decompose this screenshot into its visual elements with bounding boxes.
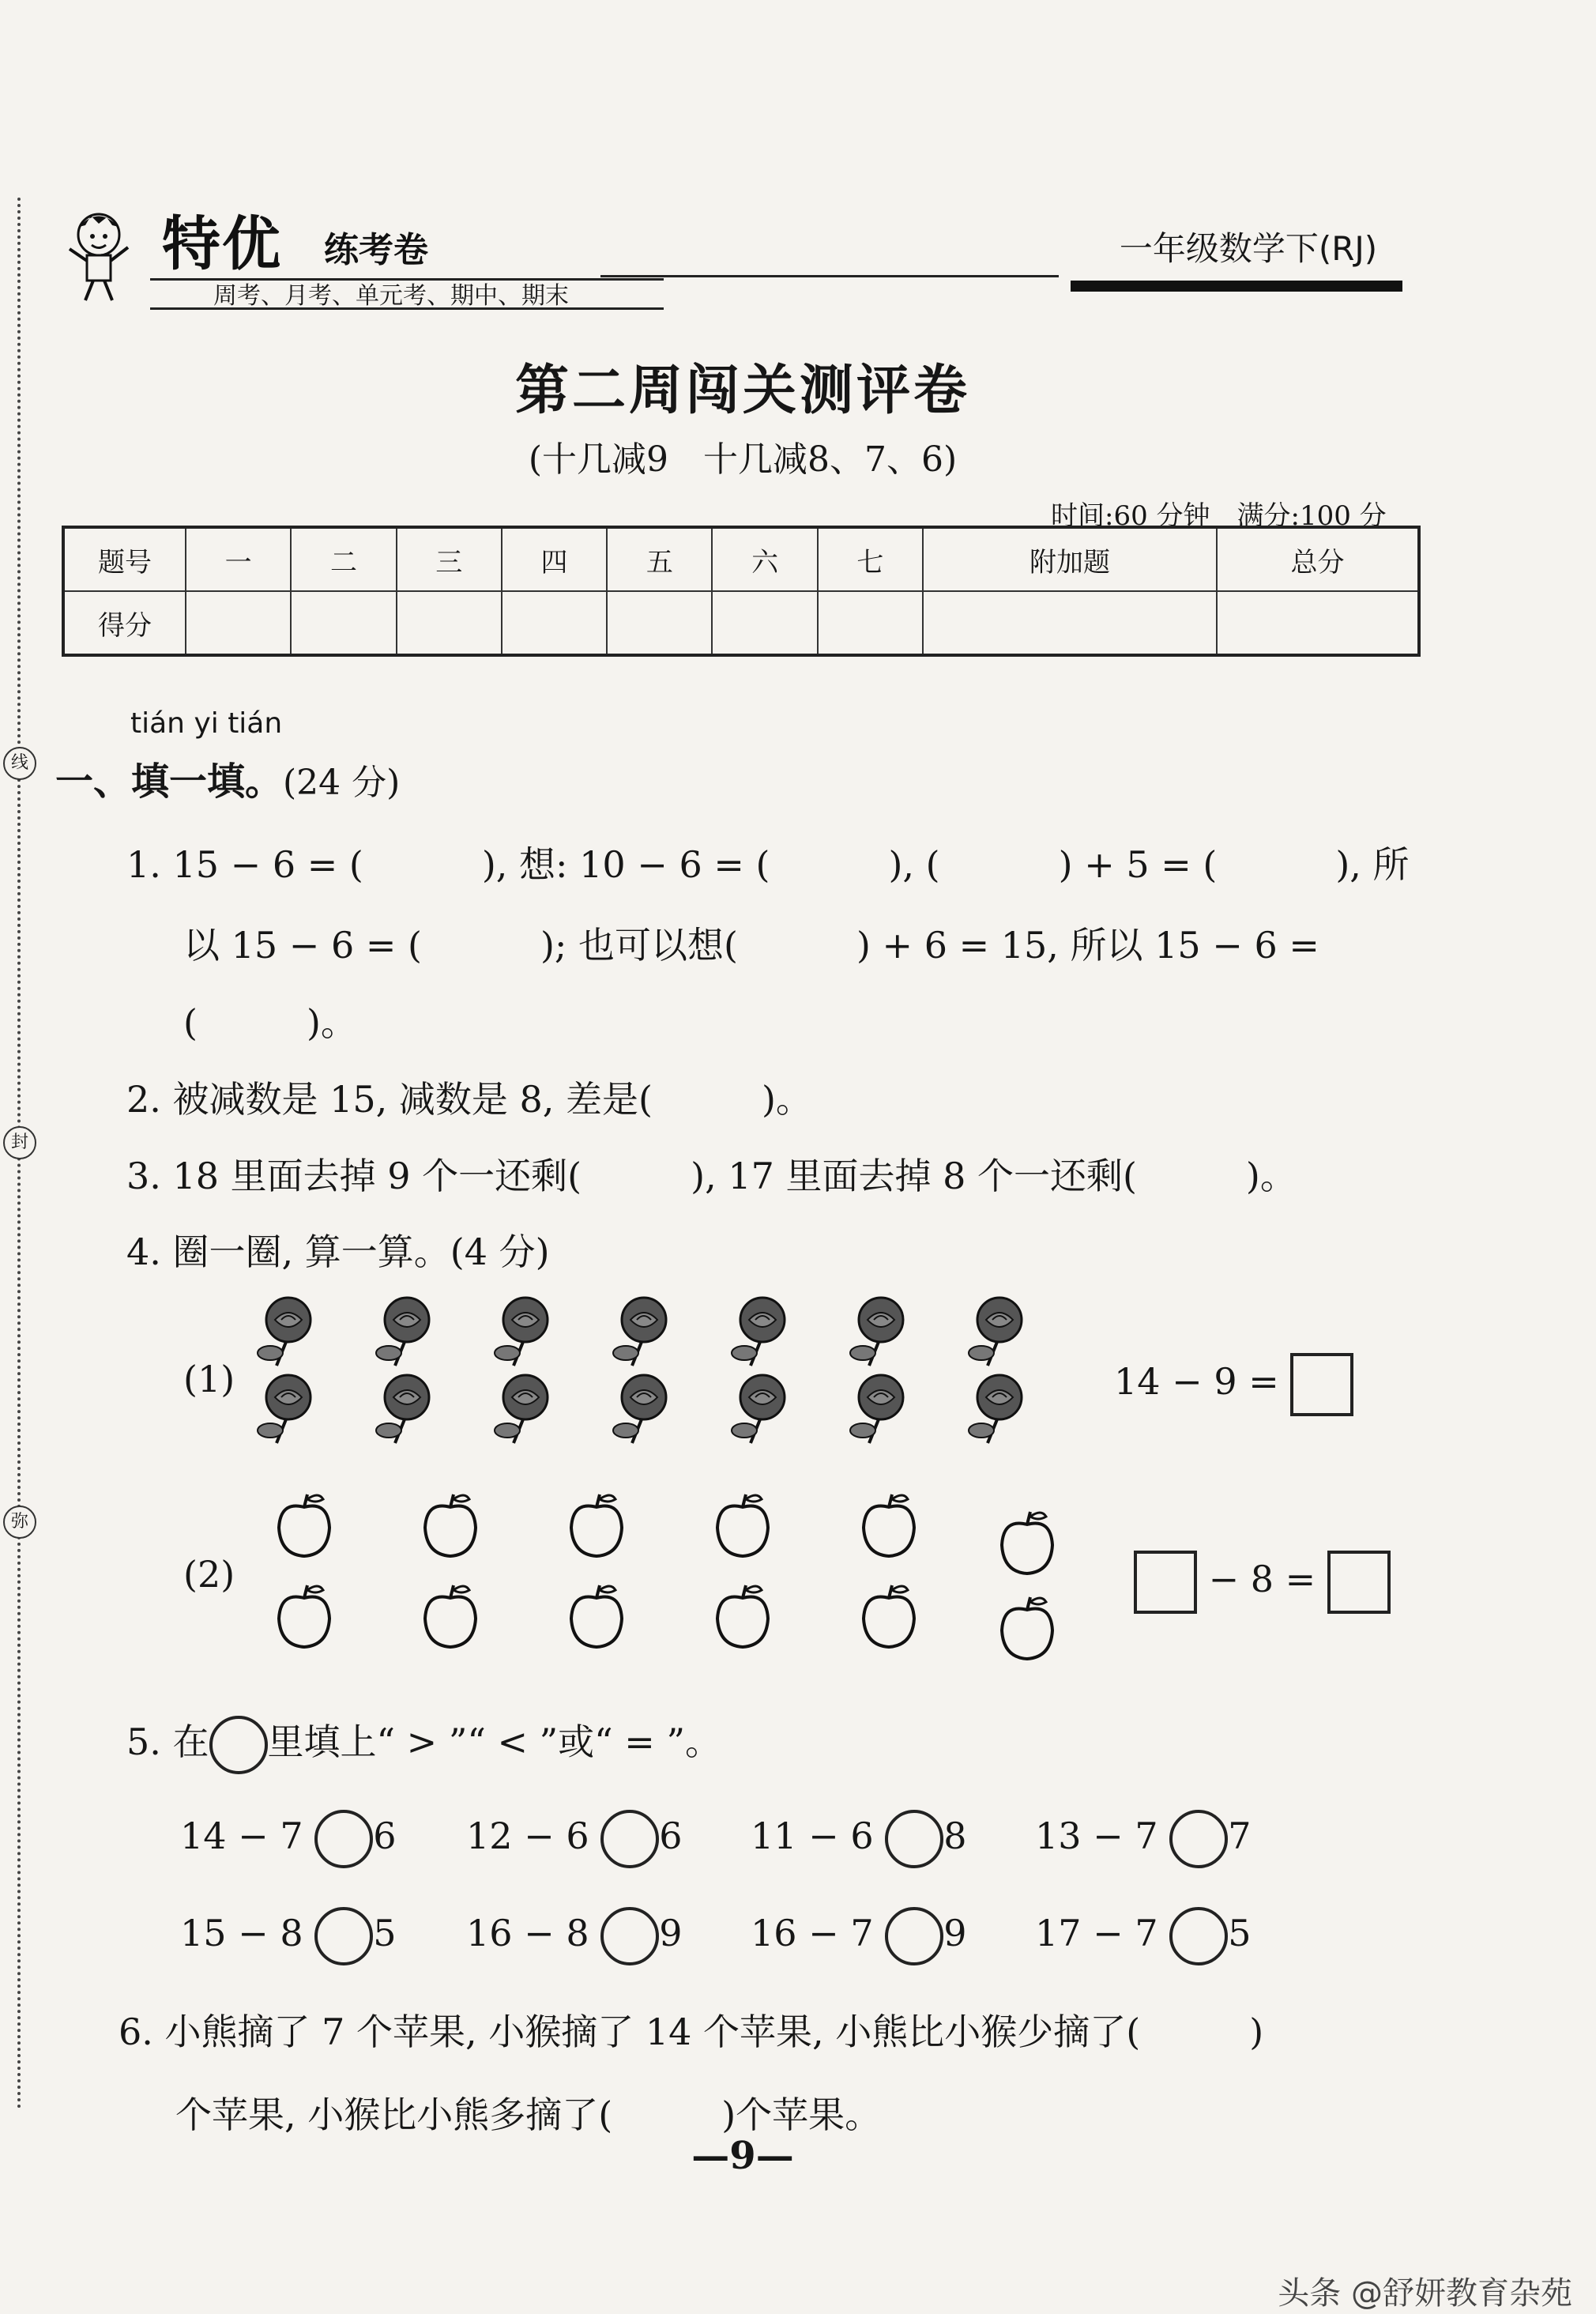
rose-icon (850, 1375, 903, 1443)
mascot-boy-icon (63, 209, 134, 304)
page-subtitle: (十几减9 十几减8、7、6) (528, 439, 958, 480)
apple-icon (571, 1585, 622, 1647)
apple-icon (279, 1494, 329, 1556)
score-header-cell: 三 (397, 527, 502, 591)
binding-char-mi: 弥 (3, 1506, 36, 1539)
apple-icon (1002, 1597, 1052, 1659)
score-header-cell: 题号 (63, 527, 186, 591)
compare-right: 5 (1228, 1912, 1252, 1954)
apple-icon (1002, 1512, 1052, 1573)
compare-circle[interactable] (1169, 1907, 1228, 1965)
compare-right: 9 (659, 1912, 683, 1954)
header-rule (600, 275, 1059, 277)
compare-right: 7 (1228, 1815, 1252, 1857)
q1-text: ) + 6 = 15, 所以 15 − 6 = (856, 924, 1319, 967)
apple-icon (717, 1585, 768, 1647)
series-line: 周考、月考、单元考、期中、期末 (150, 278, 664, 310)
rose-icon (495, 1375, 548, 1443)
score-cell[interactable] (291, 591, 396, 655)
section-points: (24 分) (283, 763, 401, 803)
q6-line1: 6. 小熊摘了 7 个苹果, 小猴摘了 14 个苹果, 小熊比小猴少摘了( ) (119, 2011, 1264, 2053)
compare-circle[interactable] (1169, 1810, 1228, 1868)
score-header-cell: 二 (291, 527, 396, 591)
compare-left: 17 − 7 (1035, 1912, 1158, 1954)
brand-header (63, 198, 616, 316)
q5-item (180, 1907, 397, 1965)
apples-group (273, 1490, 1063, 1664)
score-header-cell: 总分 (1217, 527, 1419, 591)
apple-icon (571, 1494, 622, 1556)
score-table-header-row (63, 527, 1419, 591)
compare-left: 16 − 8 (466, 1912, 589, 1954)
compare-left: 13 − 7 (1035, 1815, 1158, 1857)
q4-part1-equation (1114, 1353, 1353, 1416)
brand-name: 特优 (162, 210, 282, 278)
q5-text: 里填上“ > ”“ < ”或“ = ”。 (267, 1720, 721, 1763)
q6-line2: 个苹果, 小猴比小熊多摘了( )个苹果。 (175, 2094, 882, 2136)
score-table-score-row (63, 591, 1419, 655)
rose-icon (850, 1298, 903, 1366)
compare-circle[interactable] (600, 1907, 659, 1965)
rose-icon (969, 1375, 1022, 1443)
q1-text: ), ( (888, 843, 940, 886)
q5-item (751, 1907, 967, 1965)
score-row-label: 得分 (63, 591, 186, 655)
score-header-cell: 一 (186, 527, 291, 591)
q1-line3: ( )。 (183, 1001, 357, 1044)
q4-heading: 4. 圈一圈, 算一算。(4 分) (126, 1230, 550, 1273)
compare-left: 16 − 7 (751, 1912, 874, 1954)
apple-icon (864, 1585, 914, 1647)
q3-line: 3. 18 里面去掉 9 个一还剩( ), 17 里面去掉 8 个一还剩( )。 (126, 1155, 1297, 1197)
rose-icon (732, 1298, 785, 1366)
q1-text: ), 所 (1335, 843, 1410, 886)
page-number: —9— (691, 2134, 794, 2178)
q5-item (751, 1810, 967, 1868)
section-pinyin: tián yi tián (130, 707, 283, 740)
score-cell[interactable] (1217, 591, 1419, 655)
q5-item (1035, 1810, 1252, 1868)
apple-icon (425, 1494, 476, 1556)
compare-left: 14 − 7 (180, 1815, 303, 1857)
q1-text: 以 15 − 6 = ( (183, 924, 422, 967)
equation-text: 14 − 9 = (1114, 1360, 1279, 1403)
q5-item (180, 1810, 397, 1868)
binding-char-seal: 封 (3, 1126, 36, 1159)
compare-right: 8 (943, 1815, 967, 1857)
q5-item (466, 1810, 683, 1868)
answer-box[interactable] (1290, 1353, 1353, 1416)
brand-subname: 练考卷 (324, 230, 428, 270)
q4-part2-label: (2) (183, 1553, 235, 1596)
answer-box[interactable] (1327, 1551, 1391, 1614)
compare-circle[interactable] (885, 1810, 943, 1868)
compare-left: 15 − 8 (180, 1912, 303, 1954)
apple-icon (425, 1585, 476, 1647)
q5-item (1035, 1907, 1252, 1965)
q1-text: ), 想: 10 − 6 = ( (481, 843, 770, 886)
apple-icon (864, 1494, 914, 1556)
rose-icon (613, 1298, 666, 1366)
rose-icon (732, 1375, 785, 1443)
section-heading (55, 751, 400, 805)
compare-circle[interactable] (314, 1810, 373, 1868)
score-table (62, 526, 1421, 657)
q1-text: ) + 5 = ( (1058, 843, 1218, 886)
grade-label: 一年级数学下(RJ) (1119, 229, 1378, 268)
compare-right: 9 (943, 1912, 967, 1954)
compare-right: 5 (373, 1912, 397, 1954)
rose-icon (258, 1298, 311, 1366)
roses-group (253, 1296, 1059, 1454)
score-header-cell: 六 (712, 527, 817, 591)
rose-icon (376, 1298, 429, 1366)
score-cell[interactable] (397, 591, 502, 655)
rose-icon (258, 1375, 311, 1443)
score-header-cell: 附加题 (923, 527, 1217, 591)
circle-symbol-icon (209, 1716, 268, 1774)
score-header-cell: 五 (607, 527, 712, 591)
q4-part2-equation (1134, 1551, 1391, 1614)
q2-line: 2. 被减数是 15, 减数是 8, 差是( )。 (126, 1078, 812, 1121)
compare-right: 6 (373, 1815, 397, 1857)
score-cell[interactable] (923, 591, 1217, 655)
compare-circle[interactable] (885, 1907, 943, 1965)
time-info: 时间:60 分钟 满分:100 分 (1051, 500, 1387, 532)
score-cell[interactable] (186, 591, 291, 655)
apple-icon (717, 1494, 768, 1556)
q5-heading (126, 1713, 721, 1774)
q1-line1 (126, 836, 1410, 888)
binding-char-line: 线 (3, 747, 36, 780)
q5-text: 5. 在 (126, 1720, 209, 1763)
score-cell[interactable] (712, 591, 817, 655)
grade-bar (1071, 281, 1402, 292)
equation-text: − 8 = (1208, 1558, 1316, 1600)
score-header-cell: 七 (818, 527, 923, 591)
rose-icon (613, 1375, 666, 1443)
compare-circle[interactable] (600, 1810, 659, 1868)
rose-icon (376, 1375, 429, 1443)
q1-text: 1. 15 − 6 = ( (126, 843, 363, 886)
answer-box[interactable] (1134, 1551, 1197, 1614)
watermark: 头条 @舒妍教育杂苑 (1278, 2275, 1572, 2312)
q1-text: ); 也可以想( (540, 924, 738, 967)
rose-icon (969, 1298, 1022, 1366)
compare-circle[interactable] (314, 1907, 373, 1965)
compare-left: 11 − 6 (751, 1815, 874, 1857)
rose-icon (495, 1298, 548, 1366)
q4-part1-label: (1) (183, 1358, 235, 1400)
q1-line2 (183, 917, 1319, 969)
section-title: 一、填一填。 (55, 759, 284, 804)
compare-right: 6 (659, 1815, 683, 1857)
score-cell[interactable] (502, 591, 607, 655)
q5-item (466, 1907, 683, 1965)
score-header-cell: 四 (502, 527, 607, 591)
compare-left: 12 − 6 (466, 1815, 589, 1857)
apple-icon (279, 1585, 329, 1647)
score-cell[interactable] (607, 591, 712, 655)
score-cell[interactable] (818, 591, 923, 655)
page-title: 第二周闯关测评卷 (514, 359, 970, 422)
